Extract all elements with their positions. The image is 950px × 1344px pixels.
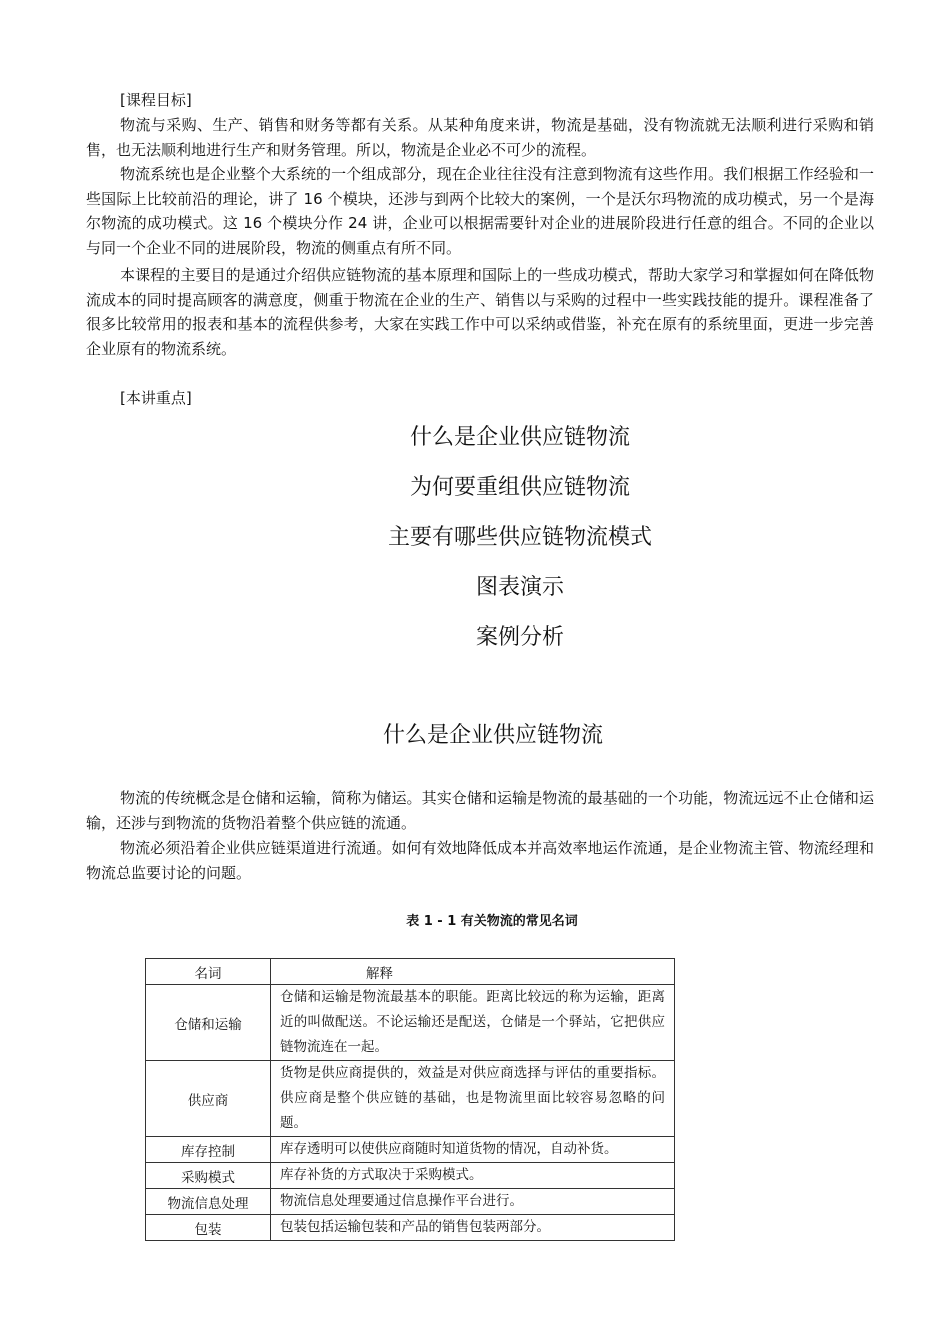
table-row	[146, 985, 675, 1061]
section-paragraph-2: 物流必须沿着企业供应链渠道进行流通。如何有效地降低成本并高效率地运作流通，是企业物流主管、物流经理和物流总监要讨论的问题。	[86, 839, 874, 882]
definition-cell: 包装包括运输包装和产品的销售包装两部分。	[271, 1215, 675, 1241]
focus-item: 案例分析	[475, 625, 564, 650]
definition-cell: 物流信息处理要通过信息操作平台进行。	[271, 1189, 675, 1215]
table-caption: 表 1 - 1 有关物流的常见名词	[406, 914, 578, 929]
section-title: 什么是企业供应链物流	[382, 723, 603, 748]
term-cell: 物流信息处理	[146, 1189, 271, 1215]
term-cell: 供应商	[146, 1061, 271, 1137]
objectives-paragraph-1: 物流与采购、生产、销售和财务等都有关系。从某种角度来讲，物流是基础，没有物流就无法顺利进行采购和销售，也无法顺利地进行生产和财务管理。所以，物流是企业必不可少的流程。	[86, 116, 874, 159]
table-header-row	[146, 959, 675, 985]
focus-list	[0, 418, 950, 668]
definition-cell: 仓储和运输是物流最基本的职能。距离比较远的称为运输，距离近的叫做配送。不论运输还是配送，仓储是一个驿站，它把供应链物流连在一起。	[271, 985, 675, 1061]
term-cell: 仓储和运输	[146, 985, 271, 1061]
table-row	[146, 1215, 675, 1241]
focus-label: [本讲重点]	[120, 389, 192, 407]
terms-table	[145, 958, 675, 1241]
term-cell: 库存控制	[146, 1137, 271, 1163]
header-term: 名词	[146, 959, 271, 985]
focus-item: 主要有哪些供应链物流模式	[387, 525, 652, 550]
table-row	[146, 1163, 675, 1189]
focus-item: 为何要重组供应链物流	[409, 475, 630, 500]
term-cell: 采购模式	[146, 1163, 271, 1189]
focus-item: 什么是企业供应链物流	[409, 425, 630, 450]
definition-cell: 库存透明可以使供应商随时知道货物的情况，自动补货。	[271, 1137, 675, 1163]
objectives-paragraph-3: 本课程的主要目的是通过介绍供应链物流的基本原理和国际上的一些成功模式，帮助大家学习和掌握如何在降低物流成本的同时提高顾客的满意度，侧重于物流在企业的生产、销售以与采购的过程中一些实践技能的提升。课程准备了很多比较常用的报表和基本的流程供参考，大家在实践工作中可以采纳或借鉴，补充在原有的系统里面，更进一步完善企业原有的物流系统。	[86, 266, 874, 358]
definition-cell: 货物是供应商提供的，效益是对供应商选择与评估的重要指标。供应商是整个供应链的基础，也是物流里面比较容易忽略的问题。	[271, 1061, 675, 1137]
objectives-paragraph-2: 物流系统也是企业整个大系统的一个组成部分，现在企业往往没有注意到物流有这些作用。我们根据工作经验和一些国际上比较前沿的理论，讲了 16 个模块，还涉与到两个比较大的案例，一个是沃尔玛物流的成功模式，另一个是海尔物流的成功模式。这 16 个模块分作 24 讲，企业可以根据需要针对企业的进展阶段进行任意的组合。不同的企业以与同一个企业不同的进展阶段，物流的侧重点有所不同。	[86, 165, 874, 257]
objectives-label: [课程目标]	[120, 91, 192, 109]
table-row	[146, 1061, 675, 1137]
table-row	[146, 1137, 675, 1163]
section-paragraph-1: 物流的传统概念是仓储和运输，简称为储运。其实仓储和运输是物流的最基础的一个功能，物流远远不止仓储和运输，还涉与到物流的货物沿着整个供应链的流通。	[86, 789, 874, 832]
table-row	[146, 1189, 675, 1215]
focus-item: 图表演示	[475, 575, 564, 600]
definition-cell: 库存补货的方式取决于采购模式。	[271, 1163, 675, 1189]
term-cell: 包装	[146, 1215, 271, 1241]
header-definition: 解释	[271, 959, 675, 985]
